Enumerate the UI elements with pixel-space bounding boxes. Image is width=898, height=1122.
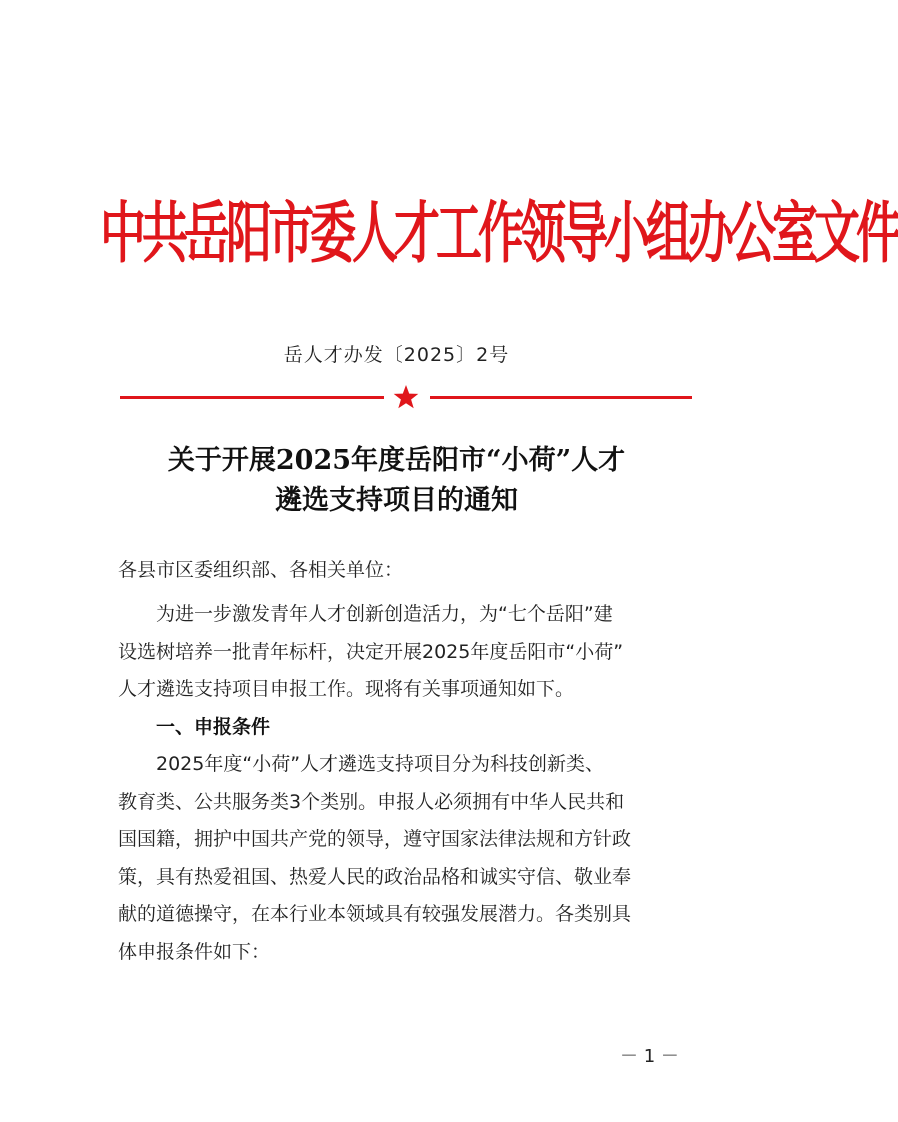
red-divider-right: [430, 396, 692, 399]
paragraph-line: 2025年度“小荷”人才遴选支持项目分为科技创新类、: [156, 753, 605, 775]
paragraph-line: 为进一步激发青年人才创新创造活力，为“七个岳阳”建: [156, 603, 613, 625]
paragraph-line: 献的道德操守，在本行业本领域具有较强发展潜力。各类别具: [118, 903, 632, 925]
salutation-text: 各县市区委组织部、各相关单位：: [118, 559, 404, 581]
notice-title-line-1: 关于开展2025年度岳阳市“小荷”人才: [167, 445, 626, 476]
salutation: [118, 552, 688, 590]
page-number: － 1 －: [620, 1046, 679, 1067]
document-number: 岳人才办发〔2025〕2号: [283, 344, 510, 366]
paragraph-line: 人才遴选支持项目申报工作。现将有关事项通知如下。: [118, 678, 575, 700]
paragraph-line: 策，具有热爱祖国、热爱人民的政治品格和诚实守信、敬业奉: [118, 865, 632, 888]
paragraph-line: 国国籍，拥护中国共产党的领导，遵守国家法律法规和方针政: [118, 828, 632, 850]
paragraph-intro: [118, 596, 688, 709]
paragraph-line: 教育类、公共服务类3个类别。申报人必须拥有中华人民共和: [118, 790, 625, 813]
paragraph-line: 体申报条件如下：: [118, 940, 271, 963]
star-icon: [393, 384, 419, 410]
paragraph-conditions: [118, 746, 688, 971]
section-heading-1: 一、申报条件: [156, 716, 271, 738]
notice-title-line-2: 遴选支持项目的通知: [275, 485, 518, 516]
paragraph-line: 设选树培养一批青年标杆，决定开展2025年度岳阳市“小荷”: [118, 640, 624, 663]
red-divider-left: [120, 396, 384, 399]
masthead-title: 中共岳阳市委人才工作领导小组办公室文件: [100, 193, 898, 273]
